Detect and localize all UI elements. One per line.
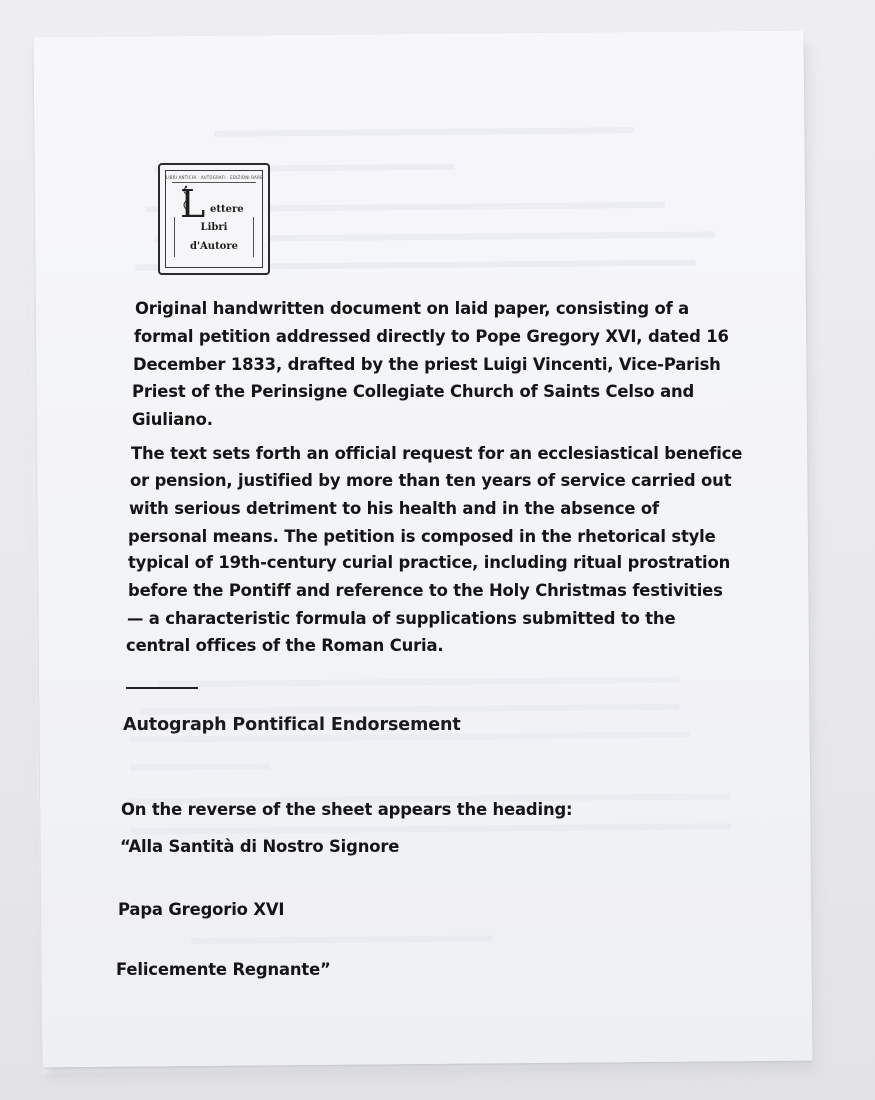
paragraph-line: or pension, justified by more than ten years of service carried out	[130, 471, 732, 490]
section-divider	[126, 687, 198, 689]
paragraph-line: personal means. The petition is composed in the rhetorical style	[128, 527, 716, 546]
logo-side-rule-right	[253, 217, 254, 257]
paragraph-line: December 1833, drafted by the priest Luigi Vincenti, Vice-Parish	[133, 355, 721, 374]
paragraph-line: before the Pontiff and reference to the Holy Christmas festivities	[128, 581, 723, 600]
logo-top-line: LIBRI ANTICHI · AUTOGRAFI · EDIZIONI RARE	[166, 175, 263, 180]
paragraph-line: The text sets forth an official request for an ecclesiastical benefice	[131, 444, 743, 463]
bleed-through-line	[139, 704, 679, 715]
bleed-through-line	[159, 677, 679, 688]
logo-initial: L	[180, 182, 206, 226]
paragraph-line: typical of 19th-century curial practice, including ritual prostration	[128, 553, 731, 572]
bleed-through-line	[214, 127, 634, 137]
paragraph-line: with serious detriment to his health and in the absence of	[129, 499, 660, 518]
logo-word-ettere: ettere	[210, 204, 244, 215]
section-heading: Autograph Pontifical Endorsement	[123, 715, 461, 735]
bleed-through-line	[130, 763, 270, 770]
logo-frame	[165, 170, 263, 268]
quote-line-2: Papa Gregorio XVI	[118, 900, 285, 919]
bleed-through-line	[130, 823, 730, 834]
logo-side-rule-left	[174, 217, 175, 257]
quote-line-3: Felicemente Regnante”	[116, 960, 331, 979]
lettere-libri-dautore-logo	[158, 163, 270, 275]
paragraph-line: Original handwritten document on laid paper, consisting of a	[135, 299, 690, 318]
quote-line-1: “Alla Santità di Nostro Signore	[120, 837, 400, 856]
paragraph-line: formal petition addressed directly to Pope Gregory XVI, dated 16	[134, 327, 729, 346]
logo-word-dautore: d'Autore	[189, 241, 238, 252]
reverse-intro: On the reverse of the sheet appears the heading:	[121, 800, 573, 819]
paragraph-line: — a characteristic formula of supplications submitted to the	[127, 609, 676, 628]
paragraph-line: Giuliano.	[132, 410, 213, 429]
paragraph-line: Priest of the Perinsigne Collegiate Church of Saints Celso and	[132, 382, 695, 401]
logo-word-libri: Libri	[200, 222, 228, 233]
paragraph-line: central offices of the Roman Curia.	[126, 636, 444, 655]
bleed-through-line	[191, 935, 491, 944]
